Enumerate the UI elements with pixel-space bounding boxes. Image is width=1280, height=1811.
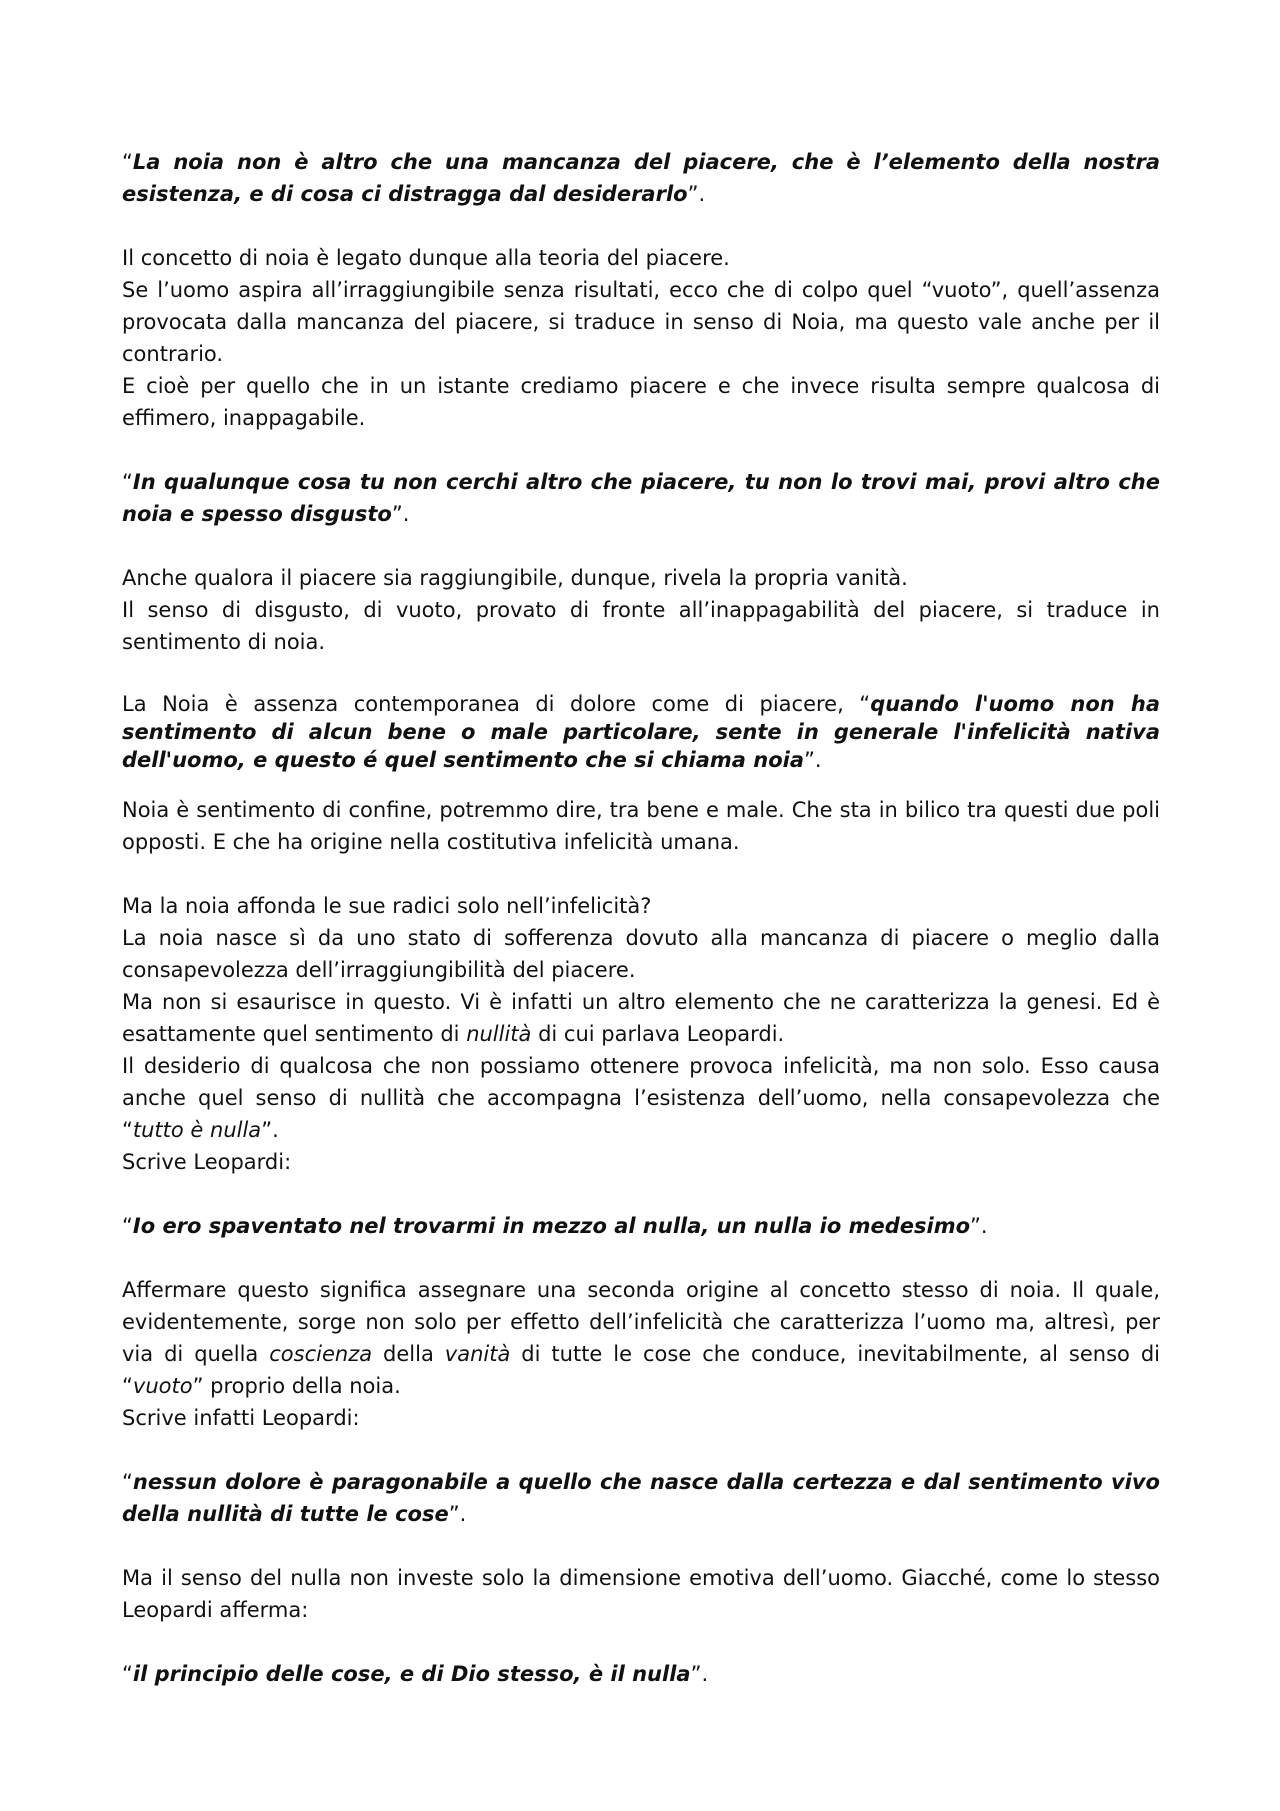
body-text: ” proprio della noia.	[192, 1374, 401, 1398]
body-line: Ma il senso del nulla non investe solo la dimensione emotiva dell’uomo. Giacché, come lo stesso Leopardi afferma:	[122, 1566, 1160, 1622]
spacer	[122, 434, 1160, 466]
quote-paragraph	[122, 466, 1160, 530]
emphasis-text: vuoto	[132, 1374, 193, 1398]
spacer	[122, 658, 1160, 690]
body-text: di tutte le cose che conduce, inevitabilmente, al senso di “	[122, 1342, 1161, 1398]
emphasis-text: tutto è nulla	[132, 1118, 262, 1142]
body-line: Noia è sentimento di confine, potremmo dire, tra bene e male. Che sta in bilico tra questi due poli opposti. E che ha origine nella costitutiva infelicità umana.	[122, 798, 1160, 854]
body-line: La noia nasce sì da uno stato di sofferenza dovuto alla mancanza di piacere o meglio dalla consapevolezza dell’irraggiungibilità del piacere.	[122, 926, 1160, 982]
quote-text: In qualunque cosa tu non cerchi altro che piacere, tu non lo trovi mai, provi altro che noia e spesso disgusto	[122, 470, 1160, 526]
spacer	[122, 1434, 1160, 1466]
quote-close: ”.	[687, 182, 706, 206]
body-text: Ma non si esaurisce in questo. Vi è infatti un altro elemento che ne caratterizza la genesi. Ed è esattamente quel sentimento di	[122, 990, 1160, 1046]
body-text: di cui parlava Leopardi.	[531, 1022, 785, 1046]
quote-open: “	[122, 150, 133, 174]
body-line: E cioè per quello che in un istante crediamo piacere e che invece risulta sempre qualcosa di effimero, inappagabile.	[122, 374, 1160, 430]
body-text: Il desiderio di qualcosa che non possiamo ottenere provoca infelicità, ma non solo. Esso causa anche quel senso di nullità che accompagna l’esistenza dell’uomo, nella consapevolezza che “	[122, 1054, 1160, 1142]
spacer	[122, 1626, 1160, 1658]
quote-text: Io ero spaventato nel trovarmi in mezzo al nulla, un nulla io medesimo	[132, 1214, 971, 1238]
spacer	[122, 774, 1160, 794]
quote-paragraph	[122, 1210, 1160, 1242]
quote-text: nessun dolore è paragonabile a quello che nasce dalla certezza e dal sentimento vivo della nullità di tutte le cose	[122, 1470, 1160, 1526]
quote-open: “	[122, 1662, 133, 1686]
quote-open: “	[122, 1214, 133, 1238]
quote-open: “	[122, 1470, 133, 1494]
body-line: Scrive infatti Leopardi:	[122, 1406, 360, 1430]
spacer	[122, 1530, 1160, 1562]
quote-close: ”.	[690, 1662, 709, 1686]
quote-close: ”.	[804, 748, 822, 772]
body-text: Affermare questo significa assegnare una seconda origine al concetto stesso di noia. Il quale, evidentemente, sorge non solo per effetto dell’infelicità che caratterizza l’uomo ma, altresì, per via di quella	[122, 1278, 1160, 1366]
quote-close: ”.	[970, 1214, 988, 1238]
quote-paragraph	[122, 1658, 1160, 1690]
quote-text: quando l'uomo non ha sentimento di alcun bene o male particolare, sente in generale l'infelicità nativa dell'uomo, e questo é quel sentimento che si chiama noia	[122, 692, 1160, 772]
emphasis-text: vanità	[444, 1342, 511, 1366]
body-line	[122, 1274, 1160, 1402]
spacer	[122, 210, 1160, 242]
body-line: Anche qualora il piacere sia raggiungibile, dunque, rivela la propria vanità.	[122, 566, 908, 590]
body-paragraph	[122, 690, 1160, 774]
quote-close: ”.	[448, 1502, 467, 1526]
body-line	[122, 986, 1160, 1050]
emphasis-text: coscienza	[269, 1342, 373, 1366]
quote-open: “	[122, 470, 133, 494]
spacer	[122, 1242, 1160, 1274]
body-text: della	[372, 1342, 445, 1366]
spacer	[122, 1178, 1160, 1210]
body-text: ”.	[261, 1118, 279, 1142]
quote-text: il principio delle cose, e di Dio stesso, è il nulla	[132, 1662, 691, 1686]
body-line: Se l’uomo aspira all’irraggiungibile senza risultati, ecco che di colpo quel “vuoto”, quell’assenza provocata dalla mancanza del piacere, si traduce in senso di Noia, ma questo vale anche per il contrario.	[122, 278, 1160, 366]
body-text: La Noia è assenza contemporanea di dolore come di piacere, “	[122, 692, 871, 716]
body-line: Ma la noia affonda le sue radici solo nell’infelicità?	[122, 894, 652, 918]
spacer	[122, 858, 1160, 890]
quote-close: ”.	[391, 502, 410, 526]
body-line: Scrive Leopardi:	[122, 1150, 292, 1174]
spacer	[122, 530, 1160, 562]
quote-text: La noia non è altro che una mancanza del piacere, che è l’elemento della nostra esistenza, e di cosa ci distragga dal desiderarlo	[122, 150, 1160, 206]
quote-paragraph	[122, 1466, 1160, 1530]
body-line: Il senso di disgusto, di vuoto, provato di fronte all’inappagabilità del piacere, si traduce in sentimento di noia.	[122, 598, 1160, 654]
body-line: Il concetto di noia è legato dunque alla teoria del piacere.	[122, 246, 730, 270]
quote-paragraph	[122, 146, 1160, 210]
document-page	[122, 146, 1160, 1690]
emphasis-text: nullità	[466, 1022, 532, 1046]
body-line	[122, 1050, 1160, 1146]
